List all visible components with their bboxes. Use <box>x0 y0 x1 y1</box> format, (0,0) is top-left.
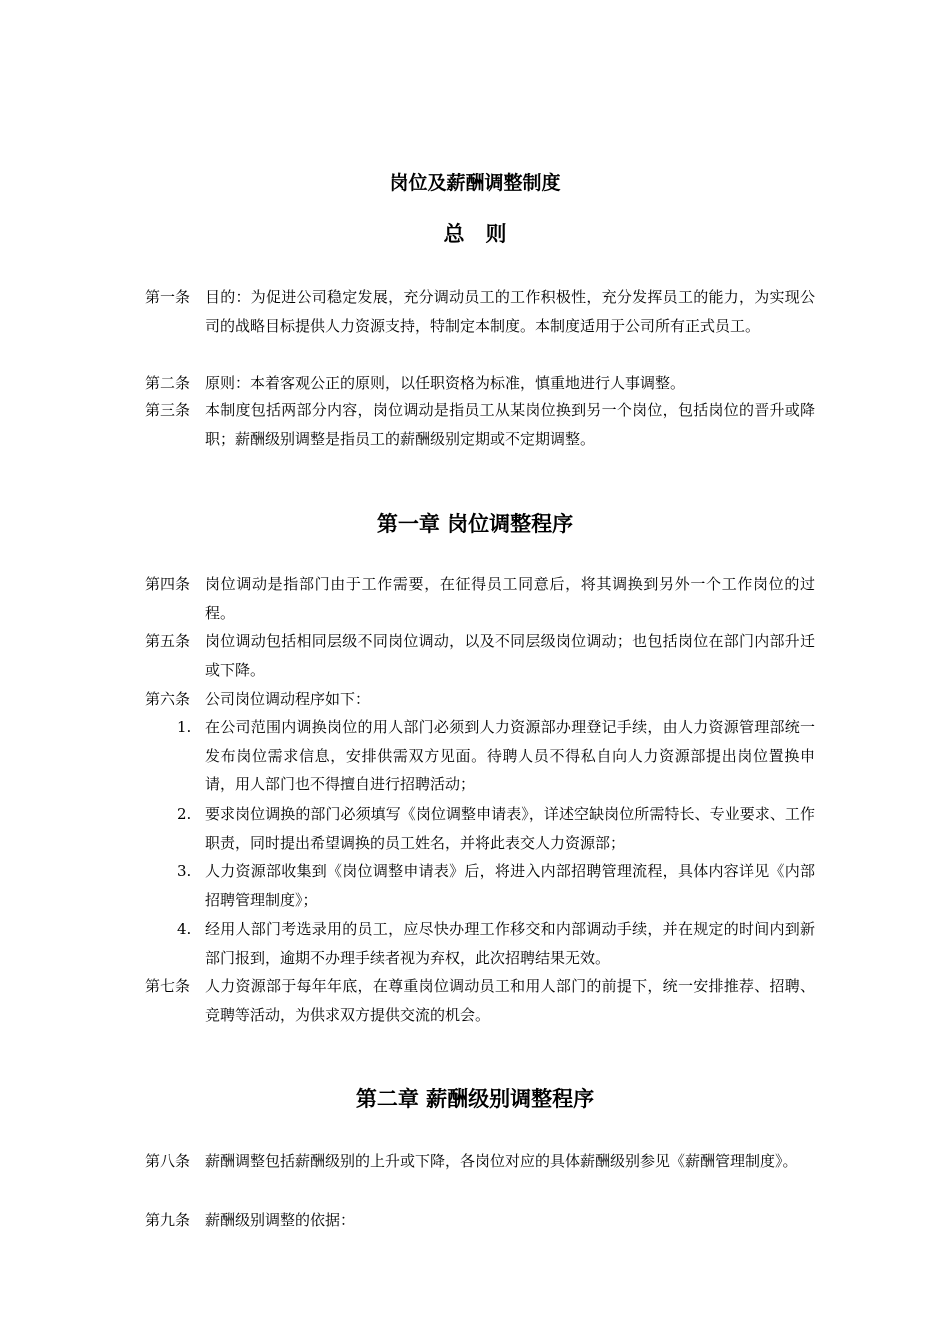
list-item-text: 要求岗位调换的部门必须填写《岗位调整申请表》，详述空缺岗位所需特长、专业要求、工作职责，同时提出希望调换的员工姓名，并将此表交人力资源部； <box>205 805 815 852</box>
article-9 <box>145 1206 815 1235</box>
list-item-number: 2. <box>177 805 192 823</box>
list-item-text: 人力资源部收集到《岗位调整申请表》后，将进入内部招聘管理流程，具体内容详见《内部招聘管理制度》； <box>205 862 815 909</box>
list-item-2 <box>145 800 815 857</box>
article-label: 第八条 <box>145 1152 191 1170</box>
article-text: 公司岗位调动程序如下： <box>205 690 371 708</box>
article-text: 薪酬级别调整的依据： <box>205 1211 356 1229</box>
list-item-text: 在公司范围内调换岗位的用人部门必须到人力资源部办理登记手续，由人力资源管理部统一发布岗位需求信息，安排供需双方见面。待聘人员不得私自向人力资源部提出岗位置换申请，用人部门也不得擅自进行招聘活动； <box>205 718 815 793</box>
article-text: 原则：本着客观公正的原则，以任职资格为标准，慎重地进行人事调整。 <box>205 374 686 392</box>
article-label: 第二条 <box>145 374 191 392</box>
list-item-number: 4. <box>177 920 192 938</box>
article-text: 岗位调动是指部门由于工作需要，在征得员工同意后，将其调换到另外一个工作岗位的过程。 <box>205 575 815 622</box>
article-3 <box>145 396 815 453</box>
article-label: 第五条 <box>145 632 191 650</box>
article-label: 第七条 <box>145 977 191 995</box>
article-label: 第六条 <box>145 690 191 708</box>
article-6 <box>145 685 815 714</box>
article-1 <box>145 283 815 340</box>
general-principles-heading: 总 则 <box>443 222 507 246</box>
article-5 <box>145 627 815 684</box>
article-text: 本制度包括两部分内容，岗位调动是指员工从某岗位换到另一个岗位，包括岗位的晋升或降职；薪酬级别调整是指员工的薪酬级别定期或不定期调整。 <box>205 401 815 448</box>
article-7 <box>145 972 815 1029</box>
article-8 <box>145 1147 815 1176</box>
list-item-number: 1. <box>177 718 192 736</box>
list-item-1 <box>145 713 815 799</box>
article-text: 人力资源部于每年年底，在尊重岗位调动员工和用人部门的前提下，统一安排推荐、招聘、竞聘等活动，为供求双方提供交流的机会。 <box>205 977 815 1024</box>
chapter-2-title: 第二章 薪酬级别调整程序 <box>355 1087 595 1111</box>
document-title: 岗位及薪酬调整制度 <box>389 172 561 194</box>
article-label: 第四条 <box>145 575 191 593</box>
article-label: 第一条 <box>145 288 191 306</box>
article-4 <box>145 570 815 627</box>
list-item-3 <box>145 857 815 914</box>
article-label: 第九条 <box>145 1211 191 1229</box>
list-item-text: 经用人部门考选录用的员工，应尽快办理工作移交和内部调动手续，并在规定的时间内到新部门报到，逾期不办理手续者视为弃权，此次招聘结果无效。 <box>205 920 815 967</box>
article-label: 第三条 <box>145 401 191 419</box>
article-text: 薪酬调整包括薪酬级别的上升或下降，各岗位对应的具体薪酬级别参见《薪酬管理制度》。 <box>205 1152 798 1170</box>
chapter-1-title: 第一章 岗位调整程序 <box>376 512 574 536</box>
article-2 <box>145 369 815 398</box>
article-text: 岗位调动包括相同层级不同岗位调动，以及不同层级岗位调动；也包括岗位在部门内部升迁或下降。 <box>205 632 815 679</box>
article-text: 目的：为促进公司稳定发展，充分调动员工的工作积极性，充分发挥员工的能力，为实现公司的战略目标提供人力资源支持，特制定本制度。本制度适用于公司所有正式员工。 <box>205 288 815 335</box>
list-item-number: 3. <box>177 862 192 880</box>
list-item-4 <box>145 915 815 972</box>
